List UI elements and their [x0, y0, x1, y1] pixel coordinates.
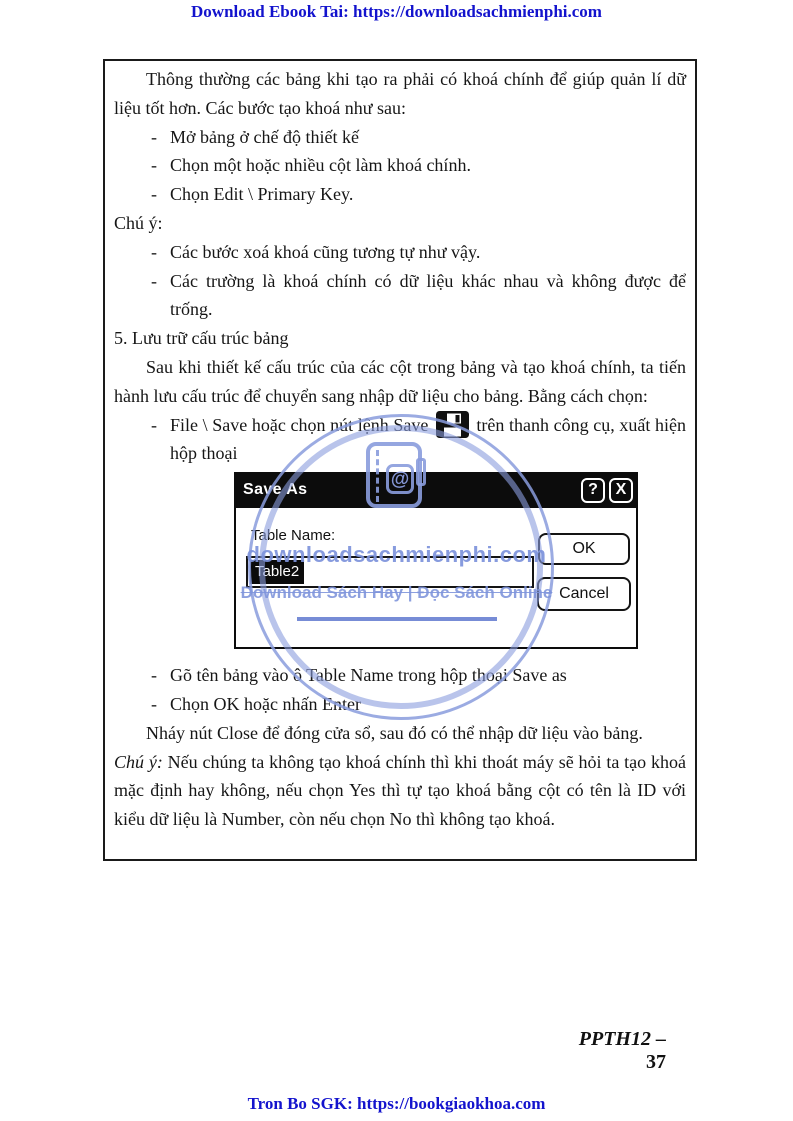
content-box [103, 59, 697, 861]
note2-text: Nếu chúng ta không tạo khoá chính thì khi thoát máy sẽ hỏi ta tạo khoá mặc định hay không, nếu chọn Yes thì tự tạo khoá bằng cột có tên là ID với kiểu dữ liệu là Number, còn nếu chọn No thì không tạo khoá. [114, 751, 686, 830]
note2-label: Chú ý: [114, 751, 163, 772]
bottom-book-link[interactable]: Tron Bo SGK: https://bookgiaokhoa.com [247, 1094, 546, 1113]
table-name-input[interactable] [246, 556, 534, 588]
dialog-title-bar [234, 468, 638, 508]
bullet-list-save [114, 411, 686, 469]
paragraph-save-structure: Sau khi thiết kế cấu trúc của các cột trong bảng và tạo khoá chính, ta tiến hành lưu cấu trúc để chuyển sang nhập dữ liệu cho bảng. Bằng cách chọn: [114, 356, 686, 406]
list-item: - Mở bảng ở chế độ thiết kế [114, 123, 686, 152]
save-bullet-text-post: trên thanh công cụ, xuất hiện hộp thoại [170, 414, 686, 464]
page-number [556, 1028, 666, 1074]
dialog-title: Save As [243, 481, 308, 499]
section-heading: 5. Lưu trữ cấu trúc bảng [114, 328, 289, 349]
paragraph-close: Nháy nút Close để đóng cửa sổ, sau đó có thể nhập dữ liệu vào bảng. [146, 722, 643, 743]
list-item: - Các bước xoá khoá cũng tương tự như vậy. [114, 238, 686, 267]
save-floppy-icon [436, 411, 469, 438]
list-item: - Chọn một hoặc nhiều cột làm khoá chính. [114, 151, 686, 180]
cancel-button[interactable]: Cancel [537, 577, 631, 611]
table-name-label: Table Name: [251, 527, 336, 545]
help-button[interactable]: ? [581, 478, 605, 503]
dialog-body [234, 508, 638, 649]
list-item: - Chọn Edit \ Primary Key. [114, 180, 686, 209]
note1-label: Chú ý: [114, 212, 163, 233]
paragraph-intro: Thông thường các bảng khi tạo ra phải có khoá chính để giúp quản lí dữ liệu tốt hơn. Các bước tạo khoá như sau: [114, 69, 686, 118]
at-icon: @ [390, 468, 410, 490]
watermark-tagline-text: Download Sách Hay | Đọc Sách Online [240, 583, 553, 602]
save-as-dialog [234, 468, 638, 649]
list-item: - Các trường là khoá chính có dữ liệu khác nhau và không được để trống. [114, 267, 686, 325]
dialog-system-buttons [581, 478, 633, 503]
list-item: - Chọn OK hoặc nhấn Enter [114, 690, 686, 719]
list-item-save-command [114, 411, 686, 469]
page-number-value: 37 [646, 1051, 666, 1073]
paragraph-note2 [114, 748, 686, 834]
top-download-link[interactable]: Download Ebook Tai: https://downloadsachmienphi.com [191, 2, 602, 21]
ok-button[interactable]: OK [538, 533, 630, 565]
close-icon[interactable]: X [609, 478, 633, 503]
page-code: PPTH12 – [578, 1028, 666, 1050]
list-item: - Gõ tên bảng vào ô Table Name trong hộp thoại Save as [114, 661, 686, 690]
bullet-list-create-key [114, 123, 686, 209]
table-name-value: Table2 [250, 560, 304, 584]
watermark-site-text: downloadsachmienphi.com [246, 542, 547, 567]
bullet-list-notes [114, 238, 686, 324]
bullet-list-after-dialog [114, 661, 686, 719]
save-bullet-text-pre: File \ Save hoặc chọn nút lệnh Save [170, 414, 429, 435]
